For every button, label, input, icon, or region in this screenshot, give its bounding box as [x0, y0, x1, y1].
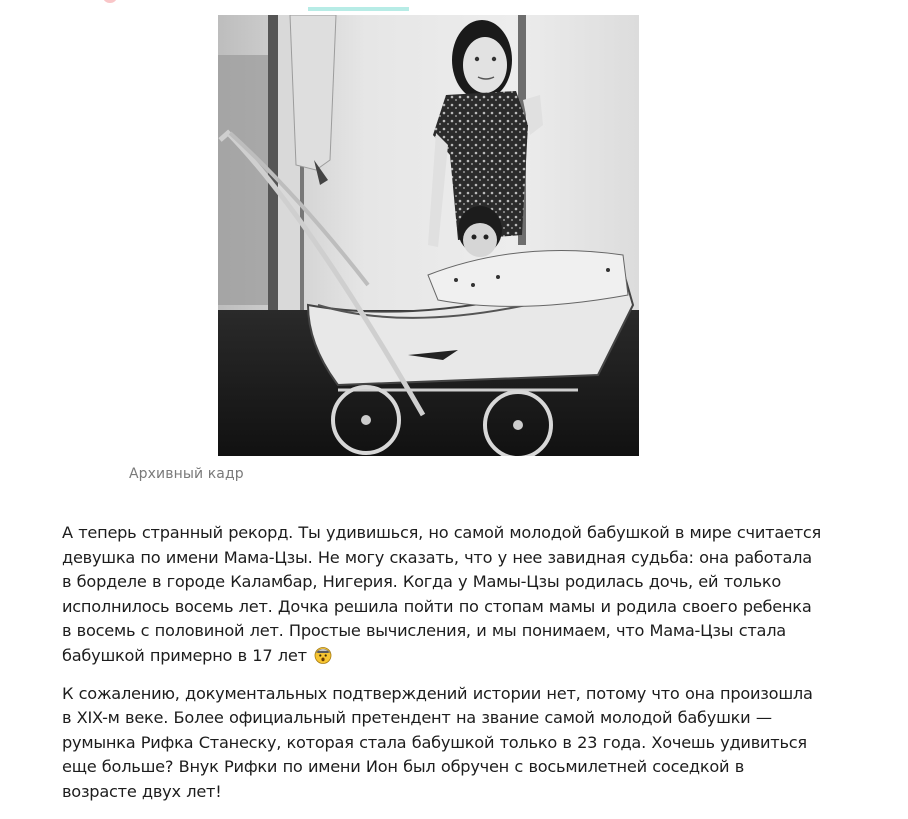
archive-photo	[218, 15, 639, 456]
decorative-teal-bar	[308, 7, 409, 11]
exploding-head-icon	[314, 646, 332, 664]
decorative-pink-dot	[103, 0, 117, 3]
article-paragraph	[62, 682, 822, 805]
photo-caption: Архивный кадр	[129, 466, 244, 482]
photo-illustration	[218, 15, 639, 456]
article-body	[62, 521, 822, 818]
article-paragraph	[62, 521, 822, 669]
paragraph-text: К сожалению, документальных подтверждений истории нет, потому что она произошла в XIX-м веке. Более официальный претендент на звание самой молодой бабушки — румынка Рифка Станеску, которая стала бабушкой только в 23 года. Хочешь удивиться еще больше? Внук Рифки по имени Ион был обручен с восьмилетней соседкой в возрасте двух лет!	[62, 683, 813, 801]
paragraph-text: А теперь странный рекорд. Ты удивишься, но самой молодой бабушкой в мире считается девушка по имени Мама-Цзы. Не могу сказать, что у нее завидная судьба: она работала в борделе в городе Каламбар, Нигерия. Когда у Мамы-Цзы родилась дочь, ей только исполнилось восемь лет. Дочка решила пойти по стопам мамы и родила своего ребенка в восемь с половиной лет. Простые вычисления, и мы понимаем, что Мама-Цзы стала бабушкой примерно в 17 лет	[62, 523, 822, 665]
